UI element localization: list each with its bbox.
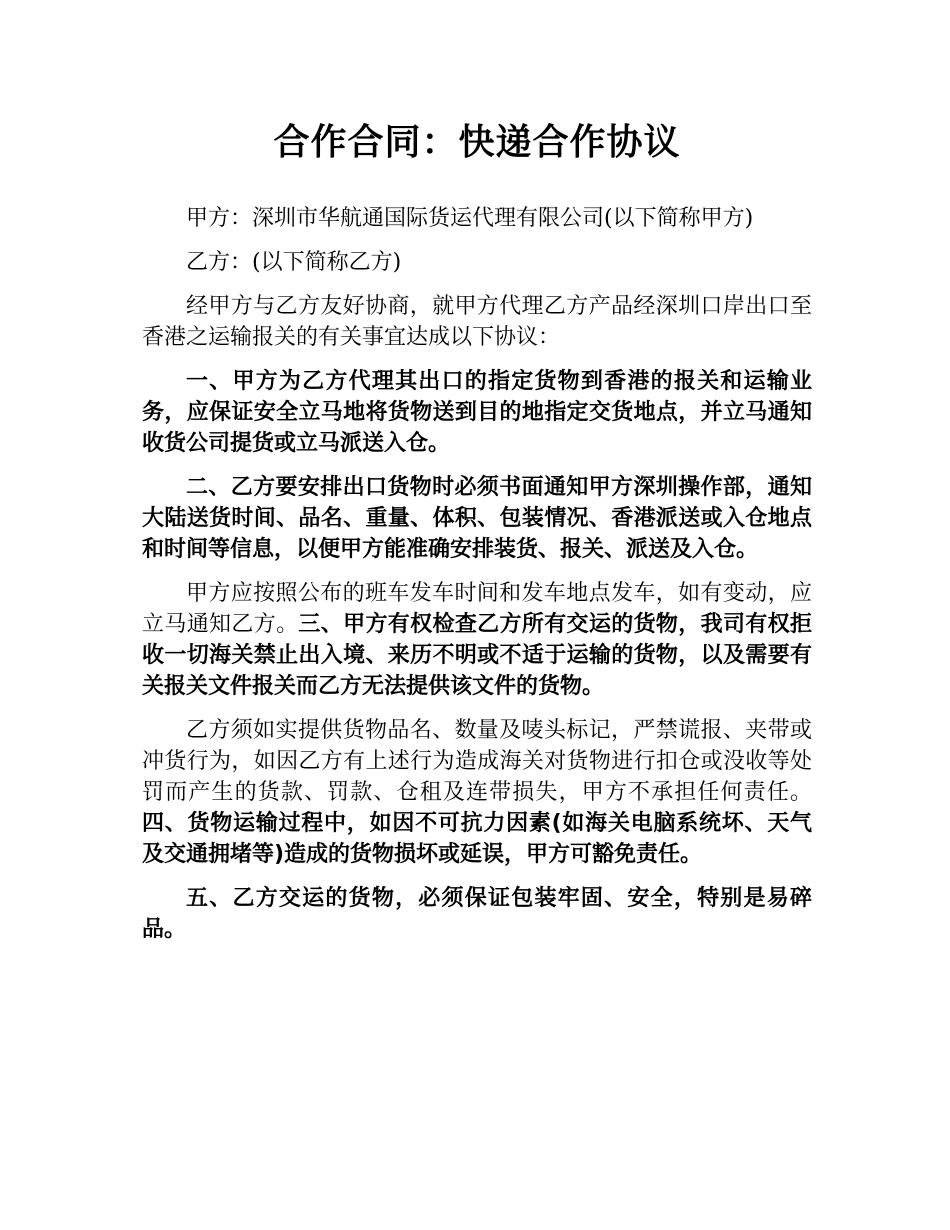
declaration-clause-4-paragraph — [142, 715, 812, 870]
party-b-paragraph: 乙方：(以下简称乙方) — [186, 250, 402, 275]
declaration-text: 乙方须如实提供货物品名、数量及唛头标记，严禁谎报、夹带或冲货行为，如因乙方有上述行为造成海关对货物进行扣仓或没收等处罚而产生的货款、罚款、仓租及连带损失，甲方不承担任何责任。 — [142, 718, 812, 805]
departure-clause-3-paragraph — [142, 578, 812, 702]
intro-paragraph: 经甲方与乙方友好协商，就甲方代理乙方产品经深圳口岸出口至香港之运输报关的有关事宜达成以下协议： — [142, 294, 812, 350]
clause-1-paragraph: 一、甲方为乙方代理其出口的指定货物到香港的报关和运输业务，应保证安全立马地将货物送到目的地指定交货地点，并立马通知收货公司提货或立马派送入仓。 — [142, 369, 812, 456]
clause-2-paragraph: 二、乙方要安排出口货物时必须书面通知甲方深圳操作部，通知大陆送货时间、品名、重量、体积、包装情况、香港派送或入仓地点和时间等信息，以便甲方能准确安排装货、报关、派送及入仓。 — [142, 475, 812, 562]
clause-4-text: 四、货物运输过程中，如因不可抗力因素(如海关电脑系统坏、天气及交通拥堵等)造成的货物损坏或延误，甲方可豁免责任。 — [142, 811, 812, 867]
document-title: 合作合同：快递合作协议 — [273, 122, 681, 163]
document-body — [142, 203, 812, 958]
clause-5-paragraph: 五、乙方交运的货物，必须保证包装牢固、安全，特别是易碎品。 — [142, 886, 812, 942]
clause-3-text: 三、甲方有权检查乙方所有交运的货物，我司有权拒收一切海关禁止出入境、来历不明或不适于运输的货物，以及需要有关报关文件报关而乙方无法提供该文件的货物。 — [142, 612, 812, 699]
party-a-paragraph: 甲方：深圳市华航通国际货运代理有限公司(以下简称甲方) — [186, 206, 754, 231]
departure-text: 甲方应按照公布的班车发车时间和发车地点发车，如有变动，应立马通知乙方。 — [142, 581, 812, 637]
